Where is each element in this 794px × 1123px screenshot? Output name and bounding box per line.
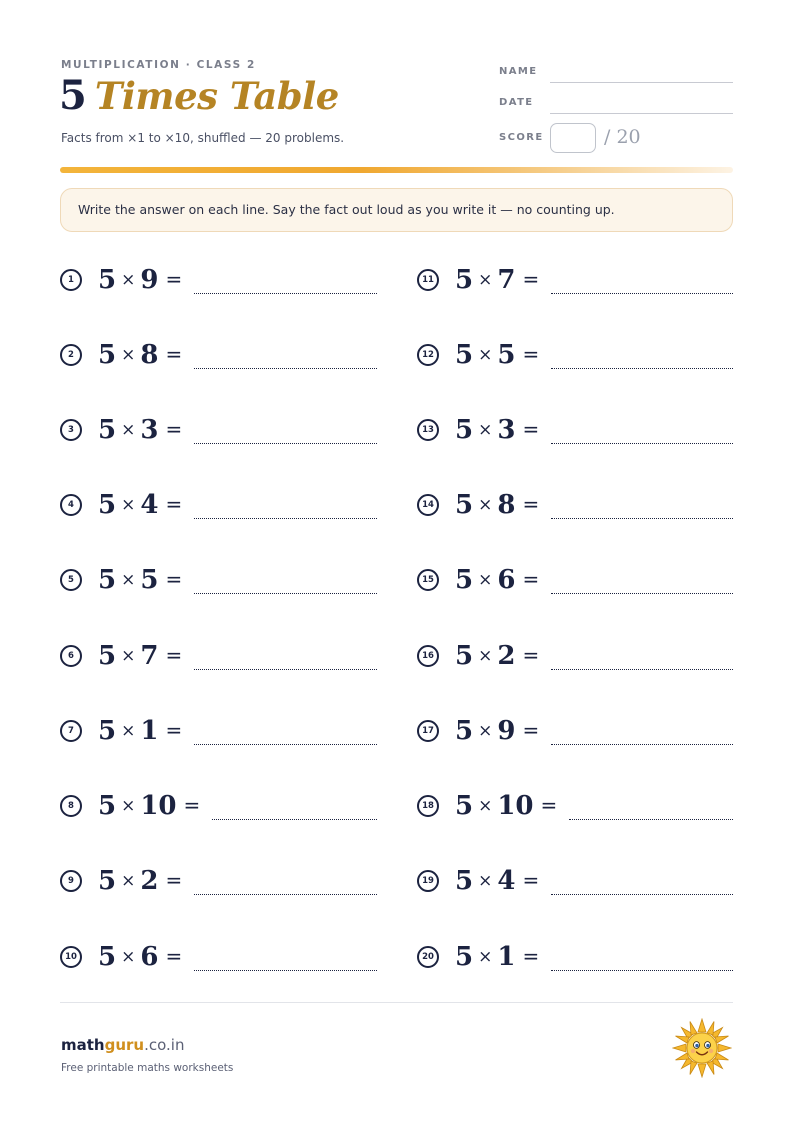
times-sign: × bbox=[121, 947, 136, 967]
times-sign: × bbox=[121, 721, 136, 741]
answer-line[interactable] bbox=[194, 518, 377, 519]
problem-item bbox=[417, 485, 539, 525]
accent-bar bbox=[60, 167, 733, 173]
problem-number-badge: 15 bbox=[417, 569, 439, 591]
equals-sign: = bbox=[522, 492, 540, 516]
problem-number-badge: 14 bbox=[417, 494, 439, 516]
problem-equation bbox=[98, 342, 182, 368]
multiplier: 5 bbox=[497, 340, 516, 370]
footer-tagline: Free printable maths worksheets bbox=[61, 1062, 234, 1074]
times-sign: × bbox=[121, 796, 136, 816]
problem-number-badge: 7 bbox=[60, 720, 82, 742]
equals-sign: = bbox=[540, 793, 558, 817]
problem-item bbox=[417, 937, 539, 977]
problem-equation bbox=[98, 868, 182, 894]
problem-item bbox=[417, 861, 539, 901]
answer-line[interactable] bbox=[551, 368, 733, 369]
times-sign: × bbox=[478, 721, 493, 741]
answer-line[interactable] bbox=[194, 293, 377, 294]
equals-sign: = bbox=[522, 342, 540, 366]
multiplicand: 5 bbox=[455, 415, 474, 445]
brand-highlight: guru bbox=[104, 1036, 145, 1054]
brand-domain: .co.in bbox=[144, 1036, 185, 1054]
multiplicand: 5 bbox=[455, 265, 474, 295]
answer-line[interactable] bbox=[551, 293, 733, 294]
equals-sign: = bbox=[165, 718, 183, 742]
equals-sign: = bbox=[522, 267, 540, 291]
problem-item bbox=[60, 861, 182, 901]
times-sign: × bbox=[121, 871, 136, 891]
eyebrow-label: MULTIPLICATION · CLASS 2 bbox=[61, 59, 256, 71]
times-sign: × bbox=[121, 270, 136, 290]
page-subtitle: Facts from ×1 to ×10, shuffled — 20 problems. bbox=[61, 131, 345, 145]
problem-item bbox=[60, 786, 200, 826]
problem-item bbox=[60, 410, 182, 450]
equals-sign: = bbox=[165, 567, 183, 591]
equals-sign: = bbox=[165, 417, 183, 441]
date-label: DATE bbox=[499, 97, 534, 108]
multiplier: 9 bbox=[140, 265, 159, 295]
multiplicand: 5 bbox=[455, 565, 474, 595]
answer-line[interactable] bbox=[551, 593, 733, 594]
equals-sign: = bbox=[165, 342, 183, 366]
multiplicand: 5 bbox=[98, 716, 117, 746]
problem-equation bbox=[98, 567, 182, 593]
multiplier: 2 bbox=[140, 866, 159, 896]
equals-sign: = bbox=[522, 718, 540, 742]
times-sign: × bbox=[121, 646, 136, 666]
multiplicand: 5 bbox=[455, 490, 474, 520]
problem-number-badge: 12 bbox=[417, 344, 439, 366]
multiplicand: 5 bbox=[455, 791, 474, 821]
multiplier: 4 bbox=[140, 490, 159, 520]
times-sign: × bbox=[478, 947, 493, 967]
problem-number-badge: 11 bbox=[417, 269, 439, 291]
multiplier: 3 bbox=[497, 415, 516, 445]
page-title bbox=[59, 72, 339, 119]
equals-sign: = bbox=[165, 643, 183, 667]
multiplier: 8 bbox=[497, 490, 516, 520]
times-sign: × bbox=[478, 270, 493, 290]
times-sign: × bbox=[478, 796, 493, 816]
problem-number-badge: 10 bbox=[60, 946, 82, 968]
times-sign: × bbox=[478, 420, 493, 440]
problem-item bbox=[417, 410, 539, 450]
instruction-note: Write the answer on each line. Say the fact out loud as you write it — no counting up. bbox=[60, 188, 733, 232]
problem-number-badge: 18 bbox=[417, 795, 439, 817]
problem-number-badge: 3 bbox=[60, 419, 82, 441]
times-sign: × bbox=[478, 495, 493, 515]
problem-equation bbox=[455, 267, 539, 293]
problem-item bbox=[60, 335, 182, 375]
problem-item bbox=[417, 335, 539, 375]
name-field[interactable] bbox=[550, 82, 733, 83]
problem-item bbox=[417, 711, 539, 751]
title-number: 5 bbox=[59, 72, 87, 119]
date-field[interactable] bbox=[550, 113, 733, 114]
multiplicand: 5 bbox=[98, 340, 117, 370]
problem-equation bbox=[455, 944, 539, 970]
answer-line[interactable] bbox=[551, 894, 733, 895]
multiplicand: 5 bbox=[455, 866, 474, 896]
multiplicand: 5 bbox=[98, 641, 117, 671]
equals-sign: = bbox=[522, 944, 540, 968]
problem-item bbox=[417, 260, 539, 300]
multiplier: 7 bbox=[140, 641, 159, 671]
problem-equation bbox=[455, 342, 539, 368]
score-label: SCORE bbox=[499, 132, 544, 143]
times-sign: × bbox=[121, 570, 136, 590]
multiplicand: 5 bbox=[98, 265, 117, 295]
multiplier: 5 bbox=[140, 565, 159, 595]
problem-equation bbox=[455, 868, 539, 894]
multiplicand: 5 bbox=[98, 866, 117, 896]
problem-item bbox=[60, 485, 182, 525]
multiplier: 1 bbox=[140, 716, 159, 746]
answer-line[interactable] bbox=[551, 669, 733, 670]
score-box[interactable] bbox=[550, 123, 596, 153]
equals-sign: = bbox=[183, 793, 201, 817]
answer-line[interactable] bbox=[551, 443, 733, 444]
times-sign: × bbox=[478, 871, 493, 891]
multiplier: 1 bbox=[497, 942, 516, 972]
multiplicand: 5 bbox=[98, 942, 117, 972]
equals-sign: = bbox=[522, 868, 540, 892]
problem-item bbox=[417, 636, 539, 676]
multiplier: 2 bbox=[497, 641, 516, 671]
problem-item bbox=[60, 711, 182, 751]
times-sign: × bbox=[478, 646, 493, 666]
problem-equation bbox=[455, 492, 539, 518]
answer-line[interactable] bbox=[212, 819, 377, 820]
problem-number-badge: 19 bbox=[417, 870, 439, 892]
problem-equation bbox=[455, 643, 539, 669]
problem-item bbox=[60, 560, 182, 600]
multiplier: 10 bbox=[497, 791, 534, 821]
problem-number-badge: 8 bbox=[60, 795, 82, 817]
times-sign: × bbox=[121, 420, 136, 440]
equals-sign: = bbox=[165, 267, 183, 291]
problem-number-badge: 16 bbox=[417, 645, 439, 667]
multiplicand: 5 bbox=[455, 340, 474, 370]
problem-equation bbox=[98, 793, 200, 819]
brand-logo bbox=[61, 1036, 184, 1054]
smiling-sun-icon bbox=[672, 1018, 732, 1078]
score-total: / 20 bbox=[604, 126, 641, 148]
multiplier: 7 bbox=[497, 265, 516, 295]
problem-number-badge: 6 bbox=[60, 645, 82, 667]
equals-sign: = bbox=[522, 567, 540, 591]
problem-number-badge: 9 bbox=[60, 870, 82, 892]
answer-line[interactable] bbox=[194, 368, 377, 369]
equals-sign: = bbox=[165, 492, 183, 516]
multiplicand: 5 bbox=[98, 415, 117, 445]
equals-sign: = bbox=[522, 417, 540, 441]
problem-equation bbox=[98, 718, 182, 744]
answer-line[interactable] bbox=[194, 593, 377, 594]
multiplier: 6 bbox=[140, 942, 159, 972]
problem-number-badge: 5 bbox=[60, 569, 82, 591]
times-sign: × bbox=[478, 570, 493, 590]
problem-equation bbox=[98, 944, 182, 970]
multiplier: 6 bbox=[497, 565, 516, 595]
answer-line[interactable] bbox=[551, 744, 733, 745]
problem-equation bbox=[98, 492, 182, 518]
problem-equation bbox=[455, 417, 539, 443]
name-label: NAME bbox=[499, 66, 538, 77]
multiplicand: 5 bbox=[98, 490, 117, 520]
problem-equation bbox=[98, 267, 182, 293]
multiplicand: 5 bbox=[98, 565, 117, 595]
answer-line[interactable] bbox=[194, 443, 377, 444]
answer-line[interactable] bbox=[194, 669, 377, 670]
multiplicand: 5 bbox=[98, 791, 117, 821]
multiplicand: 5 bbox=[455, 942, 474, 972]
problem-number-badge: 1 bbox=[60, 269, 82, 291]
problem-item bbox=[417, 786, 557, 826]
problem-number-badge: 13 bbox=[417, 419, 439, 441]
problem-number-badge: 20 bbox=[417, 946, 439, 968]
multiplier: 4 bbox=[497, 866, 516, 896]
answer-line[interactable] bbox=[194, 970, 377, 971]
problem-equation bbox=[455, 793, 557, 819]
multiplier: 3 bbox=[140, 415, 159, 445]
equals-sign: = bbox=[165, 944, 183, 968]
answer-line[interactable] bbox=[569, 819, 733, 820]
times-sign: × bbox=[121, 495, 136, 515]
answer-line[interactable] bbox=[194, 744, 377, 745]
problem-item bbox=[60, 937, 182, 977]
multiplicand: 5 bbox=[455, 641, 474, 671]
multiplicand: 5 bbox=[455, 716, 474, 746]
problem-item bbox=[60, 260, 182, 300]
multiplier: 8 bbox=[140, 340, 159, 370]
problem-item bbox=[417, 560, 539, 600]
equals-sign: = bbox=[165, 868, 183, 892]
problem-item bbox=[60, 636, 182, 676]
problem-number-badge: 4 bbox=[60, 494, 82, 516]
problem-number-badge: 17 bbox=[417, 720, 439, 742]
multiplier: 10 bbox=[140, 791, 177, 821]
title-text: Times Table bbox=[94, 74, 339, 118]
footer-divider bbox=[60, 1002, 733, 1003]
problem-equation bbox=[98, 643, 182, 669]
problem-equation bbox=[455, 567, 539, 593]
times-sign: × bbox=[478, 345, 493, 365]
answer-line[interactable] bbox=[551, 518, 733, 519]
answer-line[interactable] bbox=[551, 970, 733, 971]
times-sign: × bbox=[121, 345, 136, 365]
problem-equation bbox=[98, 417, 182, 443]
multiplier: 9 bbox=[497, 716, 516, 746]
problem-number-badge: 2 bbox=[60, 344, 82, 366]
answer-line[interactable] bbox=[194, 894, 377, 895]
brand-prefix: math bbox=[61, 1036, 105, 1054]
equals-sign: = bbox=[522, 643, 540, 667]
problem-equation bbox=[455, 718, 539, 744]
